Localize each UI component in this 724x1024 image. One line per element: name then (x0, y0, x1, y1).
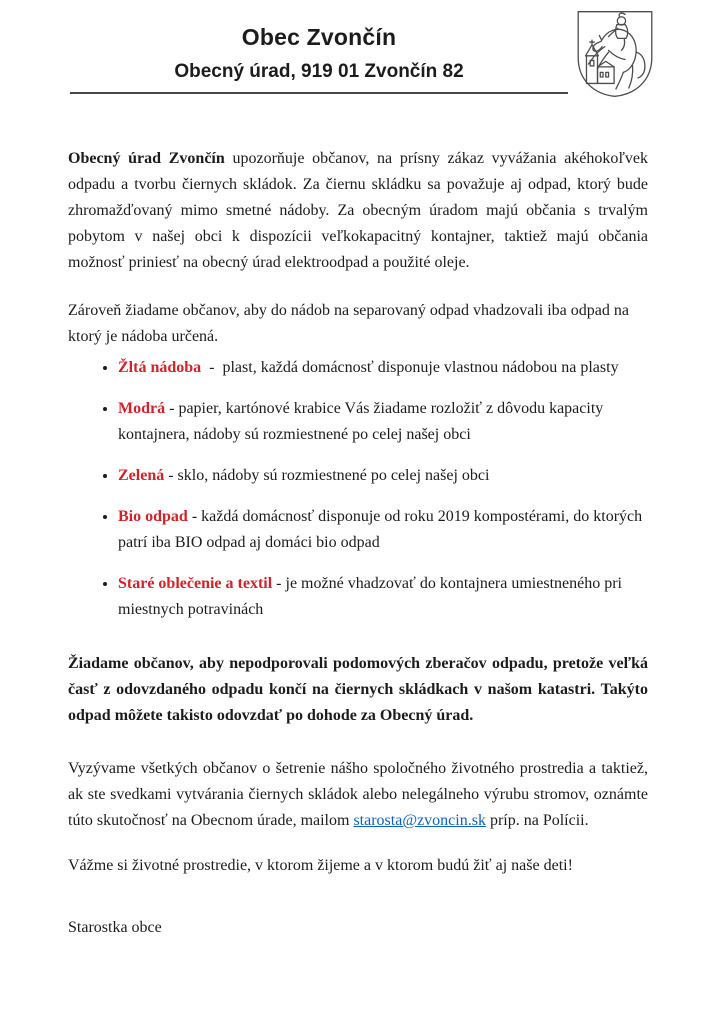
list-item-textile (118, 571, 648, 623)
coat-of-arms-icon (573, 8, 657, 100)
appeal-paragraph (68, 756, 648, 834)
bin-term: Bio odpad (118, 508, 188, 526)
bin-term: Staré oblečenie a textil (118, 575, 273, 593)
closing-line: Vážme si životné prostredie, v ktorom žijeme a v ktorom budú žiť aj naše deti! (68, 857, 573, 875)
bin-description: - je možné vhadzovať do kontajnera umiestneného pri miestnych potravinách (118, 575, 630, 619)
warning-paragraph: Žiadame občanov, aby nepodporovali podomových zberačov odpadu, pretože veľká časť z odovzdaného odpadu končí na čiernych skládkach v našom katastri. Takýto odpad môžete takisto odovzdať po dohode za Obecný úrad. (68, 655, 648, 725)
bin-description: - sklo, nádoby sú rozmiestnené po celej našej obci (164, 467, 490, 485)
list-item-bio-waste (118, 504, 648, 556)
bin-term: Modrá (118, 400, 166, 418)
bin-description: - papier, kartónové krabice Vás žiadame rozložiť z dôvodu kapacity kontajnera, nádoby sú rozmiestnené po celej našej obci (118, 400, 608, 444)
bin-description: - plast, každá domácnosť disponuje vlastnou nádobou na plasty (201, 359, 619, 377)
separation-paragraph: Zároveň žiadame občanov, aby do nádob na separovaný odpad vhadzovali iba odpad na ktorý je nádoba určená. (68, 302, 629, 346)
list-item-yellow-bin (118, 355, 648, 381)
page-subtitle: Obecný úrad, 919 01 Zvončín 82 (174, 61, 464, 83)
intro-lead-text: Obecný úrad Zvončín (68, 150, 225, 168)
bin-term: Zelená (118, 467, 165, 485)
document-header (70, 0, 568, 94)
bin-list (68, 355, 648, 623)
appeal-text-before: Vyzývame všetkých občanov o šetrenie nášho spoločného životného prostredia a taktiež, ak ste svedkami vytvárania čiernych skládok alebo nelegálneho výrubu stromov, oznámte túto skutočnosť na Obecnom úrade, mailom (68, 760, 648, 830)
intro-text: upozorňuje občanov, na prísny zákaz vyvážania akéhokoľvek odpadu a tvorbu čiernych skládok. Za čiernu skládku sa považuje aj odpad, ktorý bude zhromažďovaný mimo smetné nádoby. Za obecným úradom majú občania s trvalým pobytom v našej obci k dispozícii veľkokapacitný kontajner, taktiež majú občania možnosť priniesť na obecný úrad elektroodpad a použité oleje. (68, 150, 652, 272)
bin-term: Žltá nádoba (118, 359, 202, 377)
bin-description: - každá domácnosť disponuje od roku 2019 kompostérami, do ktorých patrí iba BIO odpad aj domáci bio odpad (118, 508, 647, 552)
list-item-blue-bin (118, 396, 648, 448)
email-link[interactable]: starosta@zvoncin.sk (353, 812, 486, 830)
intro-paragraph (68, 146, 652, 276)
list-item-green-bin (118, 463, 648, 489)
appeal-text-after: príp. na Polícii. (485, 812, 589, 830)
document-body (68, 146, 652, 941)
signature-line: Starostka obce (68, 919, 162, 937)
page-title: Obec Zvončín (241, 24, 397, 50)
